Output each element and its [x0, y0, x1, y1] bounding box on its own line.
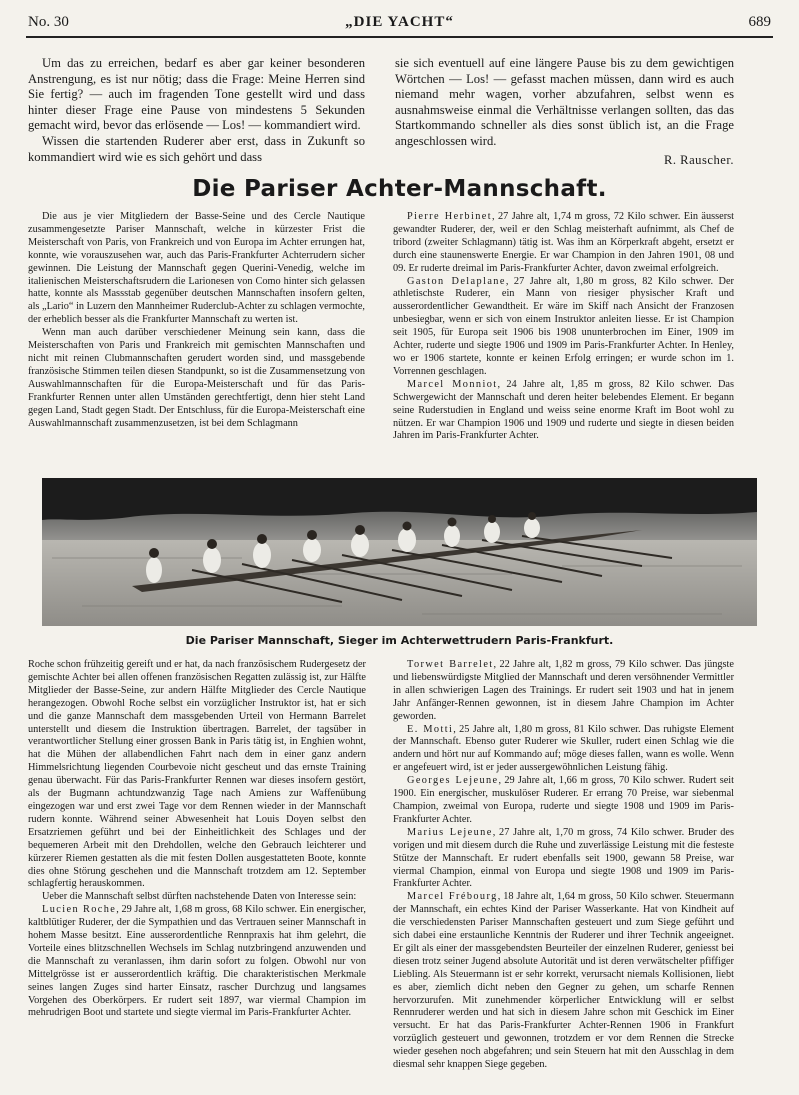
crew-entry: [393, 659, 734, 724]
body-paragraph: Wenn man auch darüber verschiedener Meinung sein kann, dass die Meisterschaften von Paris und Frankreich mit gemischten Mannschaften und nicht mit reinen Clubmannschaften gerudert worden sind, und massgebende französische Stimmen teilen diesen Standpunkt, so ist die Zusammensetzung von Auswahlmannschaften für die Europa-Meisterschaft und für das Paris-Frankfurter Rennen unter allen Umständen gerechtfertigt, denn hier steht Land gegen Land, Stadt gegen Stadt. Der Entschluss, für die Europa-Meisterschaft eine Auswahlmannschaft zusammenzusetzen, ist bei dem Schlagmann: [28, 327, 365, 429]
lower-left-column: [28, 659, 366, 1020]
crew-entry: [393, 724, 734, 776]
rower-name: Lucien Roche: [42, 904, 117, 916]
crew-entry: [393, 827, 734, 892]
intro-left-column: [28, 56, 365, 165]
upper-right-column: [393, 211, 734, 443]
page-header: [28, 14, 771, 36]
article-title: Die Pariser Achter-Mannschaft.: [192, 176, 607, 202]
crew-entry: [393, 276, 734, 379]
body-paragraph: Die aus je vier Mitgliedern der Basse-Seine und des Cercle Nautique zusammengesetzte Pariser Mannschaft, welche in kürzester Frist die Meisterschaft von Paris, von Frankreich und von Europa im Achter errungen hat, konnte, wie vorauszusehen war, auch das Paris-Frankfurter Achterrudern sicher gewinnen. Die Leistung der Mannschaft gegen Querini-Venedig, welche im italienischen Meisterschaftsrudern die Larionesen von Como hinter sich gelassen hatte, konnte als Massstab gegenüber deutschen Mannschaften insofern gelten, als „Lario“ in Luzern den Mannheimer Ruderclub-Achter zu schlagen vermochte, der erheblich besser als die Frankfurter Mannschaft zu werten ist.: [28, 211, 365, 326]
rower-name: Marcel Monniot: [407, 378, 498, 390]
rower-details: , 24 Jahre alt, 1,85 m gross, 82 Kilo schwer. Das Schwergewicht der Mannschaft und deren heiter belebendes Element. Er begann seine Ruderstudien in England und weiss seine enorme Kraft im Boot wohl zu nützen. Er war Champion 1906 und 1909 und ruderte und siegte in diesen beiden Jahren im Paris-Frankfurter Achter.: [393, 378, 734, 442]
magazine-title: „DIE YACHT“: [345, 14, 454, 30]
crew-entry: [393, 891, 734, 1072]
lower-right-column: [393, 659, 734, 1072]
rower-name: E. Motti: [407, 723, 454, 735]
rower-details: , 27 Jahre alt, 1,80 m gross, 82 Kilo schwer. Der athletischste Ruderer, ein Mann von riesiger physischer Kraft und ausserordentlicher Gewandtheit. Er wäre im Skiff nach Ansicht der Franzosen unbesiegbar, wenn er sich von einem Instruktor anleiten liesse. Er ist Champion seit 1905, für Europa seit 1906 bis 1908 ununterbrochen im Einer, 1909 im Achter, ruderte und siegte 1906 und 1909 im Paris-Frankfurter Achter. In Henley, wo er 1906 startete, konnte er keinen Erfolg erringen; er wurde schon im 1. Vorrennen geschlagen.: [393, 275, 734, 377]
intro-paragraph: Wissen die startenden Ruderer aber erst, dass in Zukunft so kommandiert wird wie es sich gehört und dass: [28, 133, 365, 164]
photo-caption: Die Pariser Mannschaft, Sieger im Achterwettrudern Paris-Frankfurt.: [185, 634, 614, 647]
crew-entry: [393, 775, 734, 827]
rower-details: , 25 Jahre alt, 1,80 m gross, 81 Kilo schwer. Das ruhigste Element der Mannschaft. Ebenso guter Ruderer wie Skuller, rudert einen Schlag wie die andern und hört nur auf Kommando auf; möge dieses fallen, wann es wolle. Wenn er angefeuert wird, ist er jeder aussergewöhnlichen Leistung fähig.: [393, 723, 734, 774]
intro-paragraph: Um das zu erreichen, bedarf es aber gar keiner besonderen Anstrengung, es ist nur nötig; dass die Frage: Meine Herren sind Sie fertig? — auch im fragenden Tone gestellt wird und dass hinter dieser Frage eine Pause von mindestens 5 Sekunden gemacht wird, bevor das erlösende — Los! — kommandiert wird.: [28, 56, 365, 133]
rower-name: Marius Lejeune: [407, 826, 493, 838]
rower-details: , 27 Jahre alt, 1,70 m gross, 74 Kilo schwer. Bruder des vorigen und mit diesem durch die Ruhe und zuverlässige Leistung mit die festeste Stütze der Mannschaft. Er rudert ebenfalls seit 1900, gewann 58 Preise, war viermal Champion, einmal von Europa und siegte 1908 und 1909 im Paris-Frankfurter Achter.: [393, 826, 734, 890]
rower-name: Georges Lejeune: [407, 775, 499, 787]
rower-details: , 29 Jahre alt, 1,68 m gross, 68 Kilo schwer. Ein energischer, kaltblütiger Ruderer, der die Sympathien und das Vertrauen seiner Mannschaft in hohem Masse besitzt. Eine ausserordentliche Rennpraxis hat ihm gelehrt, die Vorteile eines blitzschnellen Wechsels im Schlag nutzbringend anzuwenden und die Mannschaft zu veranlassen, ihm darin sofort zu folgen. Obwohl nur von Mittelgrösse ist er ausserordentlich kräftig. Die charakteristischen Merkmale seines langen Zuges sind harter Einsatz, rascher Durchzug und langsames Vorgehen des Oberkörpers. Er rudert seit 1897, war viermal Champion im mehrudrigen Boot und startete und siegte viermal im Paris-Frankfurter Achter.: [28, 904, 366, 1019]
upper-left-column: [28, 211, 365, 430]
intro-right-column: [395, 56, 734, 168]
header-rule: [26, 36, 773, 38]
intro-paragraph: sie sich eventuell auf eine längere Pause bis zu dem gewichtigen Wörtchen — Los! — gefasst machen müssen, dann wird es auch niemand mehr wagen, vorher abzufahren, selbst wenn es ausnahmsweise einmal die Verhältnisse verlangen sollten, das das Startkommando schneller als dies sonst üblich ist, an die Frage angeschlossen wird.: [395, 56, 734, 148]
body-paragraph: Ueber die Mannschaft selbst dürften nachstehende Daten von Interesse sein:: [42, 891, 357, 903]
rower-details: , 29 Jahre alt, 1,66 m gross, 70 Kilo schwer. Rudert seit 1900. Ein energischer, muskulöser Ruderer. Er errang 70 Preise, war siebenmal Champion, zweimal von Europa, ruderte und siegte 1908 und 1909 im Paris-Frankfurter Achter.: [393, 775, 735, 825]
rower-name: Torwet Barrelet: [407, 659, 494, 670]
rower-details: , 18 Jahre alt, 1,64 m gross, 50 Kilo schwer. Steuermann der Mannschaft, ein echtes Kind der Pariser Wasserkante. Hat von Kindheit auf die verschiedensten Pariser Mannschaften gesteuert und zum Siege geführt und sich dabei eine erstaunliche Kenntnis der Ruderer und ihrer Technik angeeignet. Er gilt als einer der massgebendsten Beurteiler der einzelnen Ruderer, geniesst bei diesen trotz seiner Jugend absolute Autorität und ist deren verwätschelter pfiffiger Liebling. Als Steuermann ist er sehr korrekt, verursacht niemals Kollisionen, liebt es aber, ziemlich dicht neben den Gegner zu gehen, um scharfe Rennen hervorzurufen. Mit zunehmender körperlicher Entwicklung will er selbst Rennruderer werden und hat sich in diesem Jahre schon mit Geschick im Einer versucht. Er hat das Paris-Frankfurter Achter-Rennen 1906 in Frankfurt vorzüglich gesteuert und gewonnen, trotzdem er vor dem Rennen die Strecke wieder gesehen noch abgefahren; und sein Steuern hat mit den Ausschlag in dem diesmal sehr knappen Siege gegeben.: [393, 891, 735, 1071]
crew-photograph: [42, 478, 757, 626]
rower-name: Marcel Frébourg: [407, 891, 498, 903]
body-paragraph: Roche schon frühzeitig gereift und er hat, da nach französischem Rudergesetz der gemischte Achter bei allen offenen französischen Regatten zulässig ist, zur Hälfte Mitglieder der Basse-Seine, zur andern Hälfte Mitglieder des Cercle Nautique herangezogen. Obwohl Roche selbst ein vorzüglicher Instruktor ist, hat er sich und die ganze Mannschaft dem massgebenden Urteil von Hermann Barrelet unterstellt und diesem die Instruktion übertragen. Barrelet, der tagsüber in verantwortlicher Stellung einer grossen Bank in Paris tätig ist, in Enghien wohnt, hat die Mühen der allabendlichen Fahrt nach dem in einer ganz andern Himmelsrichtung liegenden Courbevoie nicht gescheut und das ernste Training genau überwacht. Für das Paris-Frankfurter Rennen war dieses insofern gestört, als der Bugmann achtundzwanzig Tage nach Amiens zur Waffenübung eingezogen war und erst zwei Tage vor dem Rennen wieder in der Mannschaft rudern konnte. Während seiner Abwesenheit hat Louis Doyen selbst den Ersatzriemen geführt und bei der Einheitlichkeit des Schlages und der bequemeren Arbeit mit den Drehdollen, welche den Gebrauch leichterer und kürzerer Riemen gestatten als die mit festen Dollen ausgestatteten Boote, konnte dies ohne Störung geschehen und die Mannschaft trotzdem am 12. September schlagfertig herauskommen.: [28, 659, 366, 890]
author-signature: R. Rauscher.: [663, 152, 734, 167]
page-number: 689: [748, 14, 771, 30]
crew-entry: [28, 904, 366, 1020]
rower-name: Gaston Delaplane: [407, 275, 506, 287]
rower-details: , 27 Jahre alt, 1,74 m gross, 72 Kilo schwer. Ein äusserst gewandter Ruderer, der, weil er den Schlag meisterhaft aufnimmt, als Chef de tribord (zweiter Schlagmann) tätig ist. Was ihm an Körperkraft abgeht, ersetzt er durch eine staunenswerte Energie. Er war Champion in den Jahren 1901, 08 und 09. Er ruderte dreimal im Paris-Frankfurter Achter, davon zweimal erfolgreich.: [393, 211, 735, 274]
rower-name: Pierre Herbinet: [407, 211, 493, 222]
rower-details: , 22 Jahre alt, 1,82 m gross, 79 Kilo schwer. Das jüngste und liebenswürdigste Mitglied der Mannschaft und deren versöhnender Vermittler in allen schwierigen Lagen des Trainings. Er rudert seit 1903 und hat in jenem Jahr Anfänger-Rennen gewonnen, ist in diesem Jahre Champion im Achter geworden.: [393, 659, 734, 722]
crew-entry: [393, 379, 734, 444]
crew-entry: [393, 211, 734, 276]
issue-number: No. 30: [28, 14, 69, 30]
